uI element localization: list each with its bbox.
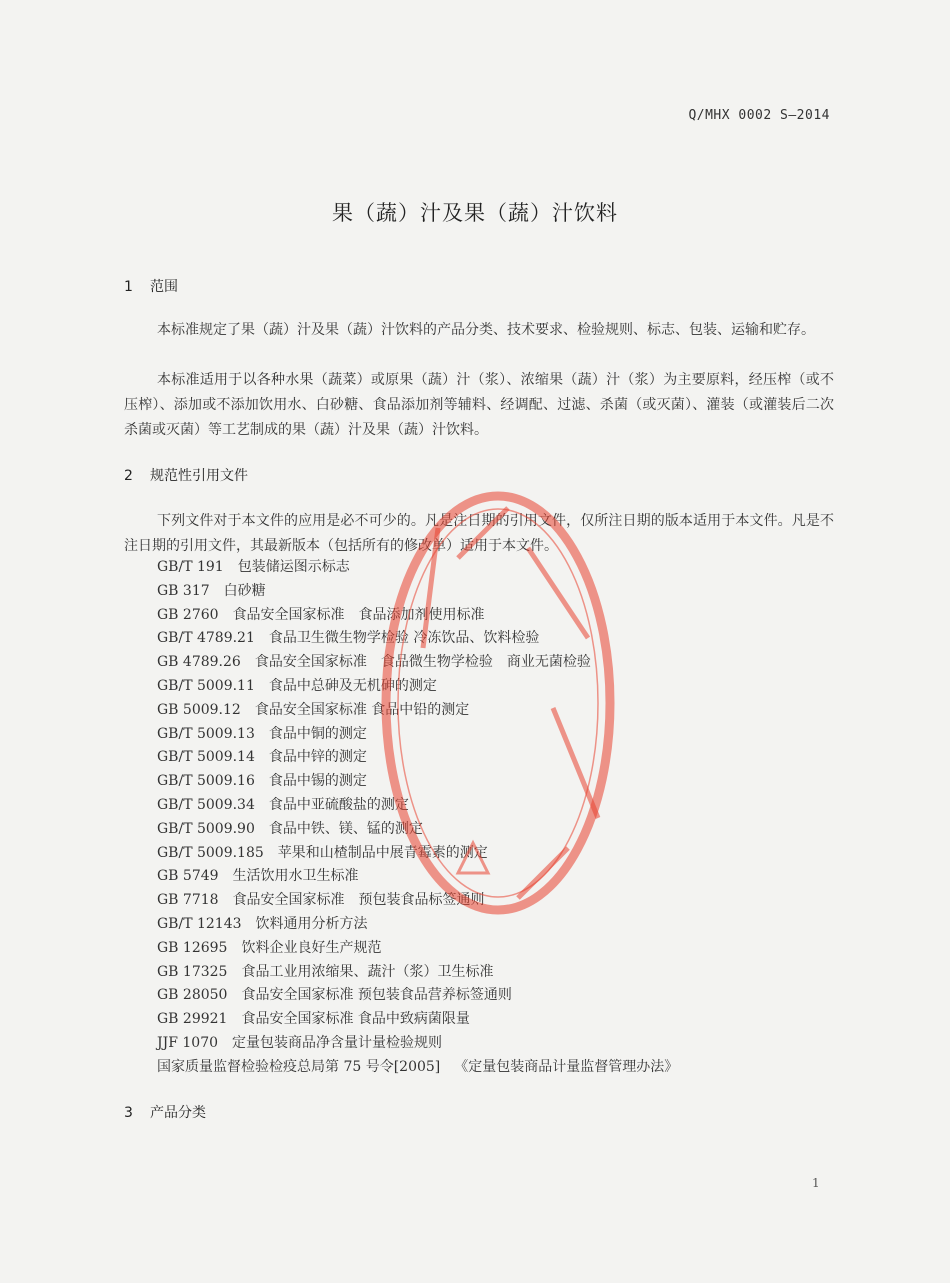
reference-item xyxy=(157,604,678,628)
reference-title: 白砂糖 xyxy=(223,582,266,599)
reference-item xyxy=(157,651,678,675)
reference-title: 食品中亚硫酸盐的测定 xyxy=(268,796,409,813)
reference-item xyxy=(157,770,678,794)
reference-code: GB/T 191 xyxy=(157,559,224,575)
reference-code: GB/T 4789.21 xyxy=(157,630,255,647)
section-number: 2 xyxy=(124,468,133,484)
reference-title: 饮料企业良好生产规范 xyxy=(241,939,382,956)
reference-item xyxy=(157,865,678,889)
reference-item xyxy=(157,889,678,913)
reference-item xyxy=(157,746,678,770)
reference-code: GB 12695 xyxy=(157,939,228,956)
reference-item xyxy=(157,580,678,604)
reference-title: 包装储运图示标志 xyxy=(237,559,350,575)
reference-code: GB/T 12143 xyxy=(157,915,242,932)
page-number: 1 xyxy=(812,1176,820,1190)
reference-code: GB/T 5009.185 xyxy=(157,844,264,861)
reference-item xyxy=(157,627,678,651)
reference-list xyxy=(157,556,678,1080)
section-number: 3 xyxy=(124,1105,133,1121)
reference-title: 食品安全国家标准 预包装食品标签通则 xyxy=(232,892,485,909)
reference-item xyxy=(157,961,678,985)
section-number: 1 xyxy=(124,279,133,295)
reference-code: GB 5009.12 xyxy=(157,701,241,718)
reference-item xyxy=(157,913,678,937)
normative-refs-intro: 下列文件对于本文件的应用是必不可少的。凡是注日期的引用文件，仅所注日期的版本适用于本文件。凡是不注日期的引用文件，其最新版本（包括所有的修改单）适用于本文件。 xyxy=(124,513,834,554)
reference-title: 食品中总砷及无机砷的测定 xyxy=(268,677,437,694)
reference-code: GB 7718 xyxy=(157,892,219,909)
reference-code: GB 4789.26 xyxy=(157,654,241,671)
reference-title: 食品中锌的测定 xyxy=(268,749,367,766)
section-heading-classification xyxy=(124,1102,206,1122)
reference-code: GB/T 5009.14 xyxy=(157,749,255,766)
reference-item xyxy=(157,937,678,961)
reference-code: GB/T 5009.13 xyxy=(157,725,255,742)
reference-title: 饮料通用分析方法 xyxy=(255,915,368,932)
section-title: 范围 xyxy=(150,279,178,295)
reference-code: GB 28050 xyxy=(157,987,228,1004)
reference-title: 食品安全国家标准 食品添加剂使用标准 xyxy=(232,606,485,623)
reference-item xyxy=(157,842,678,866)
reference-code: GB 2760 xyxy=(157,606,219,623)
reference-code: GB 17325 xyxy=(157,963,228,980)
reference-title: 食品安全国家标准 食品中铅的测定 xyxy=(254,701,470,718)
reference-item xyxy=(157,1008,678,1032)
reference-item xyxy=(157,675,678,699)
reference-item xyxy=(157,1056,678,1080)
reference-title: 《定量包装商品计量监督管理办法》 xyxy=(454,1058,679,1075)
reference-title: 食品卫生微生物学检验 冷冻饮品、饮料检验 xyxy=(268,630,540,647)
reference-code: GB 5749 xyxy=(157,868,219,885)
reference-item xyxy=(157,556,678,580)
reference-code: GB/T 5009.90 xyxy=(157,820,255,837)
section-heading-normative-refs xyxy=(124,465,248,485)
reference-title: 食品中铁、镁、锰的测定 xyxy=(268,820,423,837)
reference-item xyxy=(157,723,678,747)
page-title: 果（蔬）汁及果（蔬）汁饮料 xyxy=(332,201,618,225)
reference-item xyxy=(157,984,678,1008)
reference-code: GB/T 5009.34 xyxy=(157,796,255,813)
reference-title: 食品安全国家标准 食品微生物学检验 商业无菌检验 xyxy=(254,654,591,671)
reference-code: 国家质量监督检验检疫总局第 75 号令[2005] xyxy=(157,1058,441,1075)
reference-title: 食品安全国家标准 预包装食品营养标签通则 xyxy=(241,987,512,1004)
reference-title: 食品中铜的测定 xyxy=(268,725,367,742)
reference-item xyxy=(157,1032,678,1056)
reference-item xyxy=(157,794,678,818)
reference-code: GB/T 5009.11 xyxy=(157,677,255,694)
section-heading-scope xyxy=(124,276,178,296)
standard-code: Q/MHX 0002 S—2014 xyxy=(688,108,830,123)
scope-paragraph-1: 本标准规定了果（蔬）汁及果（蔬）汁饮料的产品分类、技术要求、检验规则、标志、包装、运输和贮存。 xyxy=(157,322,815,338)
reference-title: 食品中锡的测定 xyxy=(268,773,367,790)
scope-paragraph-2: 本标准适用于以各种水果（蔬菜）或原果（蔬）汁（浆）、浓缩果（蔬）汁（浆）为主要原料，经压榨（或不压榨）、添加或不添加饮用水、白砂糖、食品添加剂等辅料、经调配、过滤、杀菌（或灭菌）、灌装（或灌装后二次杀菌或灭菌）等工艺制成的果（蔬）汁及果（蔬）汁饮料。 xyxy=(124,372,834,438)
reference-title: 生活饮用水卫生标准 xyxy=(232,868,359,885)
reference-code: JJF 1070 xyxy=(157,1034,219,1051)
reference-title: 苹果和山楂制品中展青霉素的测定 xyxy=(277,844,488,861)
reference-item xyxy=(157,699,678,723)
section-title: 产品分类 xyxy=(150,1105,206,1121)
reference-title: 食品工业用浓缩果、蔬汁（浆）卫生标准 xyxy=(241,963,494,980)
reference-title: 定量包装商品净含量计量检验规则 xyxy=(232,1034,443,1051)
section-title: 规范性引用文件 xyxy=(150,468,248,484)
reference-code: GB/T 5009.16 xyxy=(157,773,255,790)
reference-code: GB 317 xyxy=(157,582,210,599)
reference-code: GB 29921 xyxy=(157,1011,228,1028)
reference-item xyxy=(157,818,678,842)
reference-title: 食品安全国家标准 食品中致病菌限量 xyxy=(241,1011,470,1028)
